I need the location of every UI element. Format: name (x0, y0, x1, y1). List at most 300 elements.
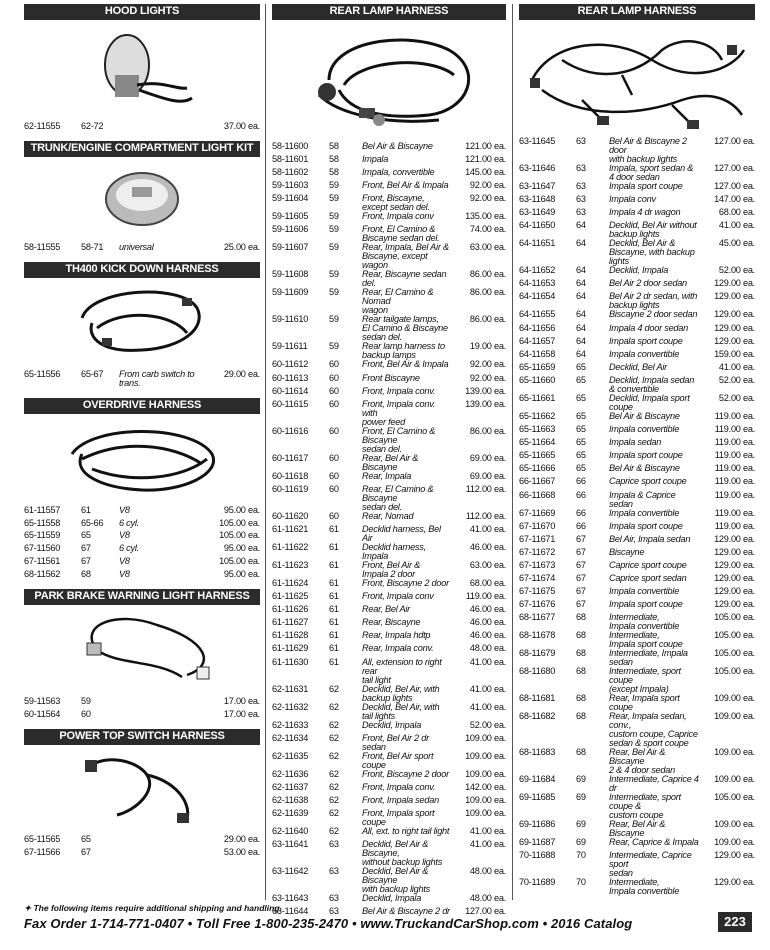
part-number: 65-11558 (24, 517, 61, 528)
year: 63 (576, 163, 586, 173)
description (119, 835, 206, 844)
description: Impala convertible (609, 586, 680, 597)
part-number: 62-11632 (272, 701, 309, 712)
section-title: HOOD LIGHTS (24, 4, 260, 20)
part-number: 60-11618 (272, 470, 309, 481)
part-number: 66-11667 (519, 476, 556, 487)
description: Caprice sport sedan (609, 572, 687, 583)
part-number: 67-11675 (519, 586, 556, 597)
price: 129.00 ea. (714, 291, 755, 302)
price: 127.00 ea. (714, 163, 755, 173)
year: 62-72 (81, 121, 104, 131)
year: 68 (576, 693, 586, 704)
price: 105.00 ea. (714, 666, 755, 677)
description: Decklid, Impala sport coupe (609, 392, 690, 412)
description (119, 122, 206, 131)
description: Rear, Bel Air (362, 604, 410, 615)
year: 67 (576, 599, 586, 610)
price: 86.00 ea. (469, 314, 506, 325)
section-title: REAR LAMP HARNESS (272, 4, 506, 20)
description: Decklid, Bel Air (609, 361, 667, 372)
part-row (272, 752, 506, 770)
description: Front, Bel Air & Impala (362, 359, 449, 370)
description: Rear, Caprice & Impala (609, 837, 699, 848)
price: 19.00 ea. (469, 341, 506, 352)
part-number: 60-11612 (272, 359, 309, 370)
year: 69 (576, 792, 586, 803)
year: 59 (329, 193, 339, 204)
part-number: 68-11679 (519, 648, 556, 659)
year: 65 (576, 437, 586, 448)
part-row (272, 288, 506, 315)
price: 25.00 ea. (223, 241, 260, 252)
part-row (519, 820, 755, 838)
part-number: 60-11619 (272, 483, 309, 494)
price: 147.00 ea. (714, 194, 755, 205)
year: 69 (576, 774, 586, 785)
part-row (519, 137, 755, 164)
part-row (519, 376, 755, 394)
part-number: 59-11608 (272, 269, 309, 280)
price: 109.00 ea. (714, 693, 755, 704)
part-number: 61-11627 (272, 617, 309, 628)
part-number: 69-11685 (519, 792, 556, 803)
part-row (519, 712, 755, 748)
description: Rear, Bel Air & Biscayne 2 & 4 door sedan (609, 747, 675, 776)
price: 119.00 ea. (714, 437, 755, 448)
description: Intermediate, Impala sedan (609, 648, 688, 668)
year: 68 (576, 747, 586, 758)
part-number: 65-11556 (24, 368, 61, 379)
year: 65 (576, 463, 586, 474)
part-number: 60-11614 (272, 385, 309, 396)
price: 69.00 ea. (469, 452, 506, 463)
part-row (519, 613, 755, 631)
description: V8 (119, 530, 130, 541)
part-row (272, 512, 506, 525)
price: 129.00 ea. (714, 572, 755, 583)
description: Impala & Caprice sedan (609, 489, 676, 509)
part-number: 63-11641 (272, 838, 309, 849)
year: 67 (576, 546, 586, 557)
part-number: 63-11644 (272, 906, 309, 917)
year: 65-66 (81, 517, 104, 528)
part-number: 70-11689 (519, 877, 556, 888)
part-row (272, 658, 506, 685)
year: 66 (576, 507, 586, 518)
description: Rear, Biscayne sedan del. (362, 269, 447, 289)
part-number: 62-11636 (272, 768, 309, 779)
part-row (519, 775, 755, 793)
part-number: 65-11661 (519, 392, 556, 403)
part-number: 68-11562 (24, 569, 61, 580)
part-number: 59-11610 (272, 314, 309, 325)
part-row (272, 561, 506, 579)
year: 59 (329, 242, 339, 253)
part-row (519, 631, 755, 649)
part-row (272, 472, 506, 485)
year: 65-67 (81, 368, 104, 379)
part-number: 64-11653 (519, 278, 556, 289)
column-middle (272, 4, 506, 920)
year: 68 (576, 630, 586, 641)
price: 29.00 ea. (223, 368, 260, 379)
year: 59 (329, 341, 339, 352)
part-number: 67-11672 (519, 546, 556, 557)
price: 129.00 ea. (714, 533, 755, 544)
part-row (24, 570, 260, 579)
description: Front, Bel Air & Impala (362, 180, 449, 191)
harness-photo (272, 20, 506, 142)
price: 52.00 ea. (718, 392, 755, 403)
price: 129.00 ea. (714, 850, 755, 861)
part-number: 62-11555 (24, 121, 61, 131)
description: Decklid, Bel Air without backup lights (609, 220, 697, 240)
part-row (272, 809, 506, 827)
price: 105.00 ea. (714, 648, 755, 659)
part-number: 61-11629 (272, 643, 309, 654)
price: 68.00 ea. (718, 207, 755, 218)
price: 109.00 ea. (714, 711, 755, 722)
year: 69 (576, 837, 586, 848)
year: 63 (329, 838, 339, 849)
price: 127.00 ea. (714, 136, 755, 146)
part-row (519, 477, 755, 490)
description: Decklid, Impala (362, 892, 422, 903)
description: Rear, Biscayne (362, 617, 421, 628)
year: 58 (329, 154, 339, 165)
price: 109.00 ea. (714, 819, 755, 830)
description: Rear, Impala sedan, conv., custom coupe, Caprice sedan & sport coupe (609, 711, 698, 749)
description: Bel Air 2 door sedan (609, 278, 687, 289)
product-photo (24, 20, 260, 122)
year: 63 (329, 865, 339, 876)
price: 41.00 ea. (469, 825, 506, 836)
year: 62 (329, 768, 339, 779)
description: V8 (119, 556, 130, 567)
year: 63 (329, 906, 339, 917)
price: 95.00 ea. (223, 543, 260, 554)
year: 65 (576, 450, 586, 461)
description: V8 (119, 569, 130, 580)
description: Impala sport coupe (609, 599, 683, 610)
price: 119.00 ea. (714, 476, 755, 487)
year: 64 (576, 278, 586, 289)
part-number: 67-11673 (519, 559, 556, 570)
year: 58 (329, 141, 339, 151)
catalog-footer: Fax Order 1-714-771-0407 • Toll Free 1-800-235-2470 • www.TruckandCarShop.com • 2016 Catalog (24, 916, 633, 931)
part-number: 67-11671 (519, 533, 556, 544)
year: 68 (576, 648, 586, 659)
part-row (24, 370, 260, 388)
part-row (519, 793, 755, 820)
price: 119.00 ea. (714, 520, 755, 531)
part-number: 64-11654 (519, 291, 556, 302)
year: 66 (576, 520, 586, 531)
part-number: 62-11639 (272, 807, 309, 818)
description: Decklid, Impala (609, 265, 669, 276)
price: 135.00 ea. (465, 211, 506, 222)
description: Front, Impala conv. (362, 385, 436, 396)
part-number: 59-11611 (272, 341, 308, 352)
price: 109.00 ea. (465, 732, 506, 743)
year: 60 (329, 359, 339, 370)
year: 59 (329, 180, 339, 191)
year: 63 (576, 181, 586, 191)
description: Impala conv (609, 194, 656, 205)
year: 68 (81, 569, 91, 580)
part-row (519, 292, 755, 310)
description: Decklid harness, Bel Air (362, 523, 441, 543)
part-row (24, 506, 260, 515)
price: 129.00 ea. (714, 559, 755, 570)
description: Caprice sport coupe (609, 476, 687, 487)
part-row (272, 734, 506, 752)
description: Impala 4 door sedan (609, 322, 689, 333)
price: 46.00 ea. (469, 617, 506, 628)
year: 62 (329, 719, 339, 730)
part-row (272, 225, 506, 243)
price: 139.00 ea. (465, 398, 506, 409)
description: Intermediate, sport coupe (except Impala) (609, 666, 681, 695)
price: 52.00 ea. (469, 719, 506, 730)
price: 105.00 ea. (219, 517, 260, 528)
part-number: 58-11600 (272, 141, 309, 151)
price: 37.00 ea. (223, 121, 260, 131)
price: 112.00 ea. (465, 510, 506, 521)
price: 95.00 ea. (223, 504, 260, 515)
description: Rear, Bel Air & Biscayne (609, 819, 666, 839)
year: 65 (576, 392, 586, 403)
part-number: 59-11609 (272, 287, 309, 298)
part-number: 59-11607 (272, 242, 309, 253)
description: Intermediate, Impala convertible (609, 612, 680, 632)
part-row (272, 374, 506, 387)
part-number: 63-11645 (519, 136, 556, 146)
year: 65 (576, 361, 586, 372)
price: 129.00 ea. (714, 546, 755, 557)
description: Rear, Impala (362, 470, 412, 481)
part-number: 59-11603 (272, 180, 309, 191)
description: Rear, Impala hdtp (362, 630, 431, 641)
part-row (272, 454, 506, 472)
part-number: 66-11668 (519, 489, 556, 500)
year: 62 (329, 794, 339, 805)
parts-list (272, 142, 506, 920)
price: 119.00 ea. (714, 410, 755, 421)
description: Decklid, Bel Air & Biscayne, without backup lights (362, 838, 443, 867)
part-number: 61-11624 (272, 577, 309, 588)
year: 59 (81, 696, 91, 707)
part-number: 67-11670 (519, 520, 556, 531)
part-row (519, 548, 755, 561)
description: Intermediate, Impala convertible (609, 877, 680, 897)
description: 6 cyl. (119, 543, 139, 554)
part-number: 62-11634 (272, 732, 309, 743)
year: 67 (576, 572, 586, 583)
part-number: 69-11686 (519, 819, 556, 830)
part-row (24, 544, 260, 553)
description: Front, El Camino & Biscayne sedan del. (362, 425, 436, 454)
year: 61 (329, 656, 339, 667)
part-number: 65-11663 (519, 424, 556, 435)
year: 62 (329, 701, 339, 712)
price: 139.00 ea. (465, 385, 506, 396)
description: Intermediate, Impala sport coupe (609, 630, 683, 650)
part-number: 59-11563 (24, 696, 61, 707)
price: 48.00 ea. (469, 892, 506, 903)
description: Biscayne (609, 546, 645, 557)
part-number: 60-11564 (24, 708, 61, 719)
part-number: 61-11622 (272, 541, 309, 552)
price: 86.00 ea. (469, 425, 506, 436)
part-number: 63-11642 (272, 865, 309, 876)
part-number: 67-11560 (24, 543, 61, 554)
part-number: 64-11657 (519, 335, 556, 346)
page-number: 223 (718, 912, 752, 932)
description: All, extension to right rear tail light (362, 656, 442, 685)
part-row (24, 122, 260, 131)
year: 68 (576, 666, 586, 677)
price: 129.00 ea. (714, 586, 755, 597)
year: 59 (329, 314, 339, 325)
price: 41.00 ea. (469, 683, 506, 694)
product-photo (24, 745, 260, 835)
part-number: 59-11605 (272, 211, 309, 222)
description: Impala sport coupe (609, 520, 683, 531)
description: Impala sport coupe (609, 450, 683, 461)
price: 41.00 ea. (469, 656, 506, 667)
description: Bel Air 2 dr sedan, with backup lights (609, 291, 698, 311)
year: 60 (329, 425, 339, 436)
description: Decklid, Bel Air & Biscayne with backup lights (362, 865, 431, 894)
column-divider (265, 4, 266, 900)
description: Front, Impala conv. (362, 781, 436, 792)
part-row (519, 561, 755, 574)
year: 59 (329, 287, 339, 298)
part-row (24, 243, 260, 252)
part-row (272, 644, 506, 657)
part-row (24, 710, 260, 719)
description: Decklid, Bel Air, with backup lights (362, 683, 440, 703)
price: 127.00 ea. (465, 906, 506, 917)
description: Bel Air & Biscayne (609, 463, 680, 474)
description: Impala sedan (609, 437, 662, 448)
year: 64 (576, 265, 586, 276)
price: 129.00 ea. (714, 335, 755, 346)
price: 92.00 ea. (469, 372, 506, 383)
description: Caprice sport coupe (609, 559, 687, 570)
section-title: TH400 KICK DOWN HARNESS (24, 262, 260, 278)
part-row (272, 315, 506, 342)
part-row (272, 827, 506, 840)
part-number: 65-11659 (519, 361, 556, 372)
description: Bel Air & Biscayne 2 dr (362, 906, 450, 917)
price: 17.00 ea. (223, 708, 260, 719)
price: 48.00 ea. (469, 643, 506, 654)
price: 121.00 ea. (465, 141, 506, 151)
column-right (519, 4, 755, 896)
year: 62 (329, 807, 339, 818)
part-number: 69-11684 (519, 774, 556, 785)
description (119, 710, 206, 719)
part-row (519, 337, 755, 350)
description: Decklid, Impala (362, 719, 422, 730)
description: Bel Air & Biscayne 2 door with backup lights (609, 136, 687, 164)
part-number: 69-11687 (519, 837, 556, 848)
year: 61 (329, 591, 339, 602)
year: 64 (576, 348, 586, 359)
description: Bel Air & Biscayne (609, 410, 680, 421)
price: 48.00 ea. (469, 865, 506, 876)
part-number: 63-11649 (519, 207, 556, 218)
product-photo (24, 605, 260, 697)
year: 67 (81, 556, 91, 567)
year: 65 (576, 410, 586, 421)
part-number: 68-11683 (519, 747, 556, 758)
part-number: 63-11647 (519, 181, 556, 191)
price: 92.00 ea. (469, 180, 506, 191)
part-number: 68-11677 (519, 612, 556, 623)
column-divider (512, 4, 513, 900)
part-row (519, 164, 755, 182)
part-number: 64-11652 (519, 265, 556, 276)
part-row (519, 522, 755, 535)
year: 63 (576, 194, 586, 205)
price: 109.00 ea. (465, 750, 506, 761)
price: 46.00 ea. (469, 630, 506, 641)
year: 65 (576, 424, 586, 435)
description: Front, Bel Air 2 dr sedan (362, 732, 429, 752)
part-row (519, 310, 755, 323)
price: 105.00 ea. (714, 612, 755, 623)
year: 61 (329, 577, 339, 588)
year: 66 (576, 476, 586, 487)
part-number: 68-11682 (519, 711, 556, 722)
description: Front, Impala conv. with power feed (362, 398, 436, 427)
part-row (272, 867, 506, 894)
price: 145.00 ea. (465, 167, 506, 178)
year: 67 (576, 559, 586, 570)
product-photo (24, 278, 260, 370)
year: 60 (329, 483, 339, 494)
description: Rear, El Camino & Nomad wagon (362, 287, 434, 316)
description: Decklid, Impala sedan & convertible (609, 374, 695, 394)
part-row (272, 543, 506, 561)
year: 64 (576, 335, 586, 346)
part-number: 61-11626 (272, 604, 309, 615)
product-photo (24, 414, 260, 506)
description: Decklid harness, Impala (362, 541, 426, 561)
part-row (272, 485, 506, 512)
price: 119.00 ea. (714, 424, 755, 435)
description: Rear, Impala conv. (362, 643, 434, 654)
price: 129.00 ea. (714, 322, 755, 333)
part-row (24, 531, 260, 540)
year: 62 (329, 683, 339, 694)
year: 64 (576, 309, 586, 320)
description: Rear, Impala sport coupe (609, 693, 680, 713)
year: 64 (576, 220, 586, 231)
part-row (24, 697, 260, 706)
description: Decklid, Bel Air, with tail lights (362, 701, 440, 721)
description: Front, Bel Air sport coupe (362, 750, 434, 770)
description: Front, Biscayne 2 door (362, 577, 449, 588)
part-row (24, 835, 260, 844)
price: 92.00 ea. (469, 193, 506, 204)
part-number: 61-11628 (272, 630, 309, 641)
part-number: 64-11658 (519, 348, 556, 359)
